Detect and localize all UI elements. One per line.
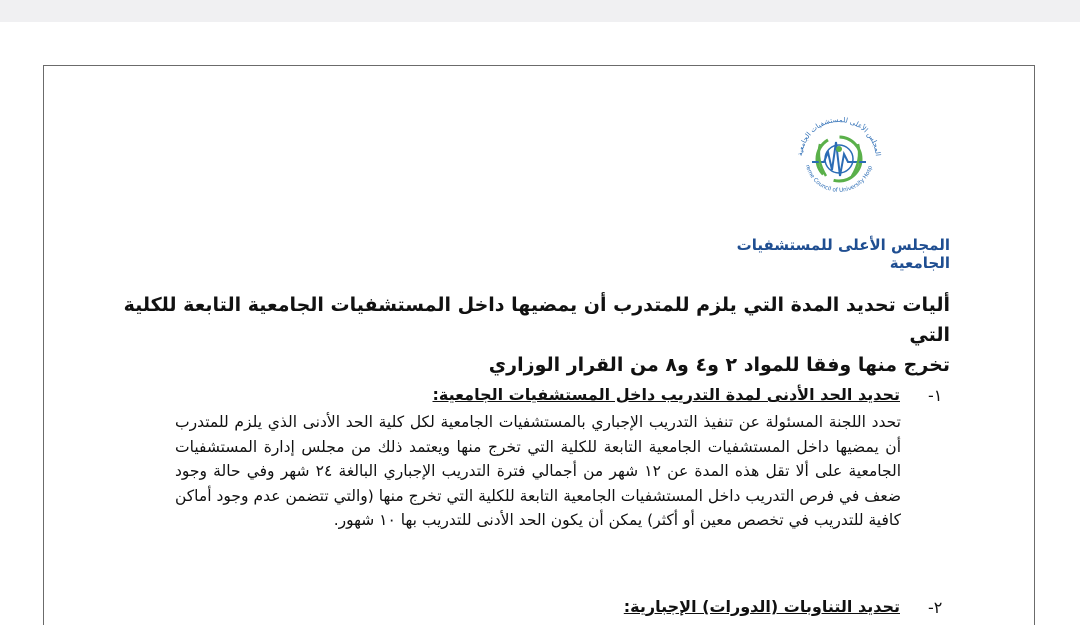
section-2-number: ٢- [928, 598, 943, 617]
section-1-body: تحدد اللجنة المسئولة عن تنفيذ التدريب الإجباري بالمستشفيات الجامعية لكل كلية الحد الأدنى الذي يلزم للمتدرب أن يمضيها داخل المستشفيات الجامعية التابعة للكلية التي تخرج منها ويعتمد ذلك من مجلس إدارة المستشفيات الجامعية على ألا تقل هذه المدة عن ١٢ شهر من أجمالي فترة التدريب الإجباري البالغة ٢٤ شهر وفي حالة وجود ضعف في فرص التدريب داخل المستشفيات الجامعية التابعة للكلية التي تخرج منها (والتي تتضمن عدم وجود أماكن كافية للتدريب في تخصص معين أو أكثر) يمكن أن يكون الحد الأدنى للتدريب بها ١٠ شهور. [175, 413, 901, 529]
section-2-heading: تحديد التناوبات (الدورات) الإجبارية: [623, 597, 900, 616]
svg-text:المجلس الأعلى للمستشفيات الجام: المجلس الأعلى للمستشفيات الجامعية [796, 115, 882, 157]
svg-text:Supreme Council of University: reme Council of University Hosp [803, 164, 874, 194]
section-1-heading: تحديد الحد الأدنى لمدة التدريب داخل المستشفيات الجامعية: [432, 385, 900, 404]
section-1-number: ١- [928, 386, 943, 405]
council-logo [784, 104, 894, 214]
document-title [120, 290, 950, 380]
organization-name: المجلس الأعلى للمستشفيات الجامعية [736, 236, 950, 272]
top-bar [0, 0, 1080, 22]
title-line-1: أليات تحديد المدة التي يلزم للمتدرب أن يمضيها داخل المستشفيات الجامعية التابعة للكلية التي [123, 294, 950, 346]
title-line-2: تخرج منها وفقا للمواد ٢ و٤ و٨ من القرار الوزاري [488, 354, 950, 376]
